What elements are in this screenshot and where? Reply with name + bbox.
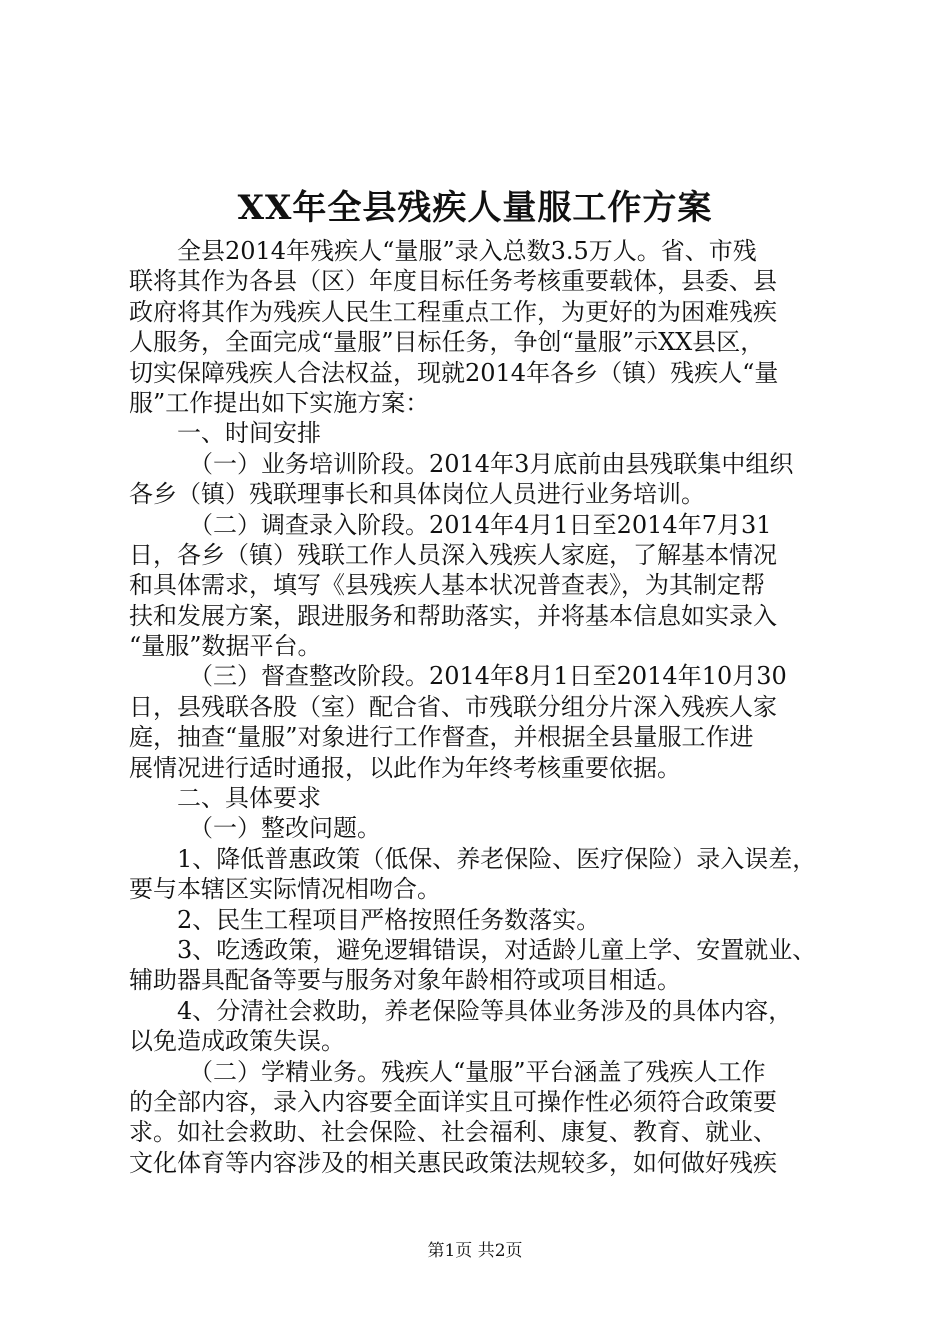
text-line: “量服”数据平台。 bbox=[129, 632, 322, 661]
text-line: 要与本辖区实际情况相吻合。 bbox=[129, 875, 441, 904]
text-line: 3、吃透政策，避免逻辑错误，对适龄儿童上学、安置就业、 bbox=[177, 935, 817, 964]
text-line: 的全部内容，录入内容要全面详实且可操作性必须符合政策要 bbox=[129, 1087, 777, 1116]
text-line: 人服务，全面完成“量服”目标任务，争创“量服”示XX县区， bbox=[129, 328, 765, 357]
text-line: 日，各乡（镇）残联工作人员深入残疾人家庭，了解基本情况 bbox=[129, 540, 777, 569]
text-line: （一）业务培训阶段。2014年3月底前由县残联集中组织 bbox=[189, 449, 794, 478]
text-line: 展情况进行适时通报，以此作为年终考核重要依据。 bbox=[129, 753, 681, 782]
text-line: 辅助器具配备等要与服务对象年龄相符或项目相适。 bbox=[129, 966, 681, 995]
text-line: 日，县残联各股（室）配合省、市残联分组分片深入残疾人家 bbox=[129, 692, 777, 721]
text-line: 1、降低普惠政策（低保、养老保险、医疗保险）录入误差， bbox=[177, 844, 817, 873]
text-line: 4、分清社会救助，养老保险等具体业务涉及的具体内容， bbox=[177, 996, 793, 1025]
text-line: 以免造成政策失误。 bbox=[129, 1027, 345, 1056]
document-body bbox=[129, 236, 849, 1178]
text-line: 联将其作为各县（区）年度目标任务考核重要载体，县委、县 bbox=[129, 267, 777, 296]
text-line: 文化体育等内容涉及的相关惠民政策法规较多，如何做好残疾 bbox=[129, 1148, 777, 1177]
text-line: 和具体需求，填写《县残疾人基本状况普查表》，为其制定帮 bbox=[129, 571, 765, 600]
text-line: 庭，抽查“量服”对象进行工作督查，并根据全县量服工作进 bbox=[129, 723, 754, 752]
section-heading: 一、时间安排 bbox=[177, 419, 321, 448]
text-line: 求。如社会救助、社会保险、社会福利、康复、教育、就业、 bbox=[129, 1118, 777, 1147]
text-line: （一）整改问题。 bbox=[189, 814, 381, 843]
text-line: 各乡（镇）残联理事长和具体岗位人员进行业务培训。 bbox=[129, 480, 705, 509]
page-footer: 第1页 共2页 bbox=[427, 1241, 523, 1261]
text-line: （三）督查整改阶段。2014年8月1日至2014年10月30 bbox=[189, 662, 787, 691]
text-line: 政府将其作为残疾人民生工程重点工作，为更好的为困难残疾 bbox=[129, 297, 777, 326]
text-line: 全县2014年残疾人“量服”录入总数3.5万人。省、市残 bbox=[177, 237, 757, 265]
text-line: 切实保障残疾人合法权益，现就2014年各乡（镇）残疾人“量 bbox=[129, 358, 779, 387]
text-line: 扶和发展方案，跟进服务和帮助落实，并将基本信息如实录入 bbox=[129, 601, 777, 630]
document-title: XX年全县残疾人量服工作方案 bbox=[237, 188, 713, 228]
text-line: （二）学精业务。残疾人“量服”平台涵盖了残疾人工作 bbox=[189, 1057, 766, 1086]
section-heading: 二、具体要求 bbox=[177, 784, 321, 813]
text-line: 2、民生工程项目严格按照任务数落实。 bbox=[177, 905, 601, 934]
text-line: 服”工作提出如下实施方案： bbox=[129, 388, 430, 417]
text-line: （二）调查录入阶段。2014年4月1日至2014年7月31 bbox=[189, 510, 772, 539]
